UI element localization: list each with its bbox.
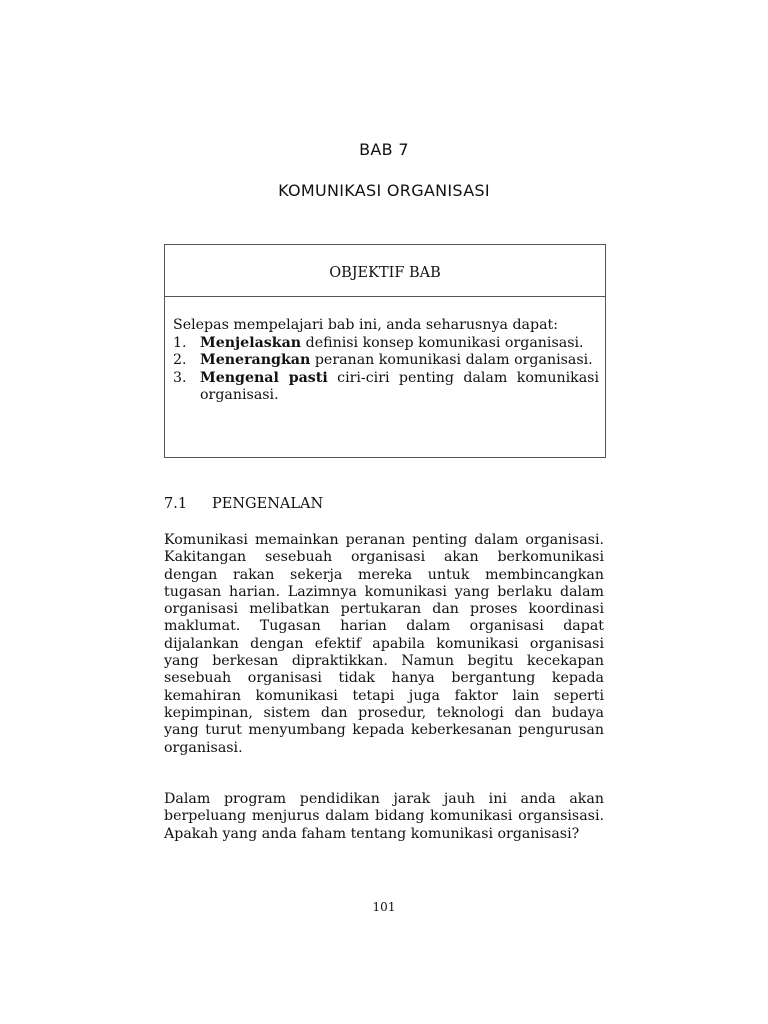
- objective-verb: Menjelaskan: [200, 334, 302, 351]
- section-number: 7.1: [164, 496, 188, 512]
- section-title: PENGENALAN: [212, 496, 324, 512]
- objectives-heading: OBJEKTIF BAB: [165, 245, 605, 297]
- objective-verb: Menerangkan: [200, 352, 311, 368]
- objective-item: [173, 370, 599, 405]
- objective-text: [200, 352, 599, 370]
- objective-text: [200, 335, 599, 353]
- objective-number: 2.: [173, 352, 187, 368]
- objectives-body: [165, 297, 605, 405]
- objective-item: [173, 335, 599, 353]
- objective-verb: Mengenal pasti: [200, 369, 328, 386]
- section-heading: [164, 496, 323, 512]
- objective-number: 3.: [173, 369, 187, 386]
- objective-item: [173, 352, 599, 370]
- objective-text: [200, 370, 599, 405]
- objective-rest: ciri-ciri penting dalam komunikasi organisasi.: [200, 369, 600, 403]
- objective-number: 1.: [173, 334, 187, 351]
- chapter-number: BAB 7: [359, 140, 409, 159]
- chapter-title: KOMUNIKASI ORGANISASI: [278, 181, 490, 200]
- objective-rest: definisi konsep komunikasi organisasi.: [301, 334, 584, 351]
- page-number: 101: [372, 900, 396, 914]
- body-paragraph: Komunikasi memainkan peranan penting dalam organisasi. Kakitangan sesebuah organisasi akan berkomunikasi dengan rakan sekerja mereka untuk membincangkan tugasan harian. Lazimnya komunikasi yang berlaku dalam organisasi melibatkan pertukaran dan proses koordinasi maklumat. Tugasan harian dalam organisasi dapat dijalankan dengan efektif apabila komunikasi organisasi yang berkesan dipraktikkan. Namun begitu kecekapan sesebuah organisasi tidak hanya bergantung kepada kemahiran komunikasi tetapi juga faktor lain seperti kepimpinan, sistem dan prosedur, teknologi dan budaya yang turut menyumbang kepada keberkesanan pengurusan organisasi.: [164, 532, 604, 756]
- objective-rest: peranan komunikasi dalam organisasi.: [310, 352, 593, 368]
- objectives-box: [164, 244, 606, 458]
- body-paragraph: Dalam program pendidikan jarak jauh ini anda akan berpeluang menjurus dalam bidang komunikasi organsisasi. Apakah yang anda faham tentang komunikasi organisasi?: [164, 791, 604, 842]
- objectives-list: [173, 335, 599, 405]
- objectives-intro: Selepas mempelajari bab ini, anda seharusnya dapat:: [173, 317, 559, 333]
